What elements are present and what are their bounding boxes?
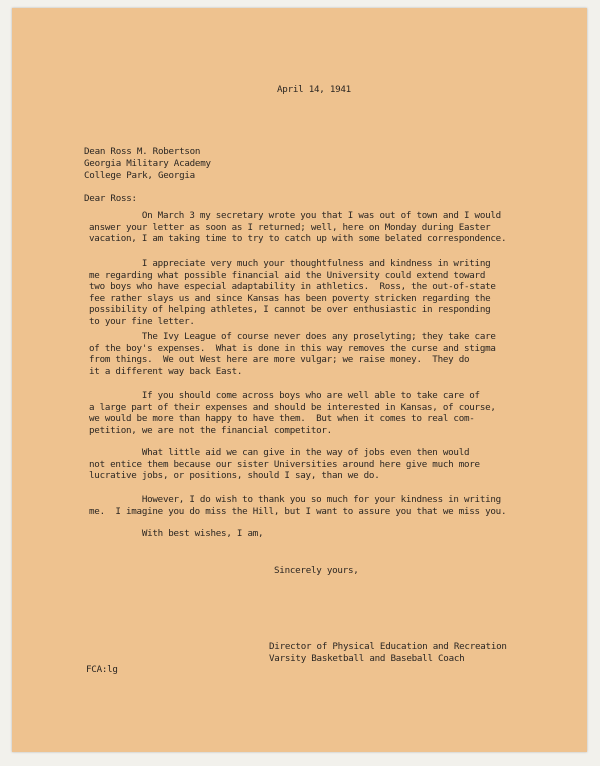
paragraph-line: fee rather slays us and since Kansas has been poverty stricken regarding the: [89, 292, 491, 304]
paragraph-4: [89, 390, 559, 436]
paragraph-line: a large part of their expenses and should be interested in Kansas, of course,: [89, 401, 496, 413]
paragraph-line: to your fine letter.: [89, 315, 195, 327]
paragraph-line: of the boy's expenses. What is done in this way removes the curse and stigma: [89, 342, 496, 354]
paragraph-line: two boys who have especial adaptability in athletics. Ross, the out-of-state: [89, 281, 496, 293]
paragraph-5: [89, 447, 559, 482]
paragraph-line: not entice them because our sister Universities around here give much more: [89, 458, 480, 470]
typist-initials: FCA:lg: [86, 664, 118, 675]
recipient-location: College Park, Georgia: [84, 170, 195, 181]
paragraph-line: If you should come across boys who are well able to take care of: [89, 390, 480, 401]
paragraph-line: vacation, I am taking time to try to catch up with some belated correspondence.: [89, 233, 507, 245]
signature-title-line-2: Varsity Basketball and Baseball Coach: [269, 653, 465, 664]
paragraph-line: answer your letter as soon as I returned; well, here on Monday during Easter: [89, 221, 491, 233]
paragraph-line: from things. We out West here are more vulgar; we raise money. They do: [89, 354, 470, 366]
signature-title-line-1: Director of Physical Education and Recreation: [269, 641, 507, 652]
closing: Sincerely yours,: [274, 565, 359, 576]
paragraph-1: [89, 210, 559, 245]
paragraph-line: With best wishes, I am,: [89, 528, 264, 539]
paragraph-line: On March 3 my secretary wrote you that I was out of town and I would: [89, 210, 501, 221]
paragraph-line: possibility of helping athletes, I cannot be over enthusiastic in responding: [89, 304, 491, 316]
paragraph-6: [89, 494, 559, 517]
letter-page: [12, 8, 587, 752]
paragraph-line: lucrative jobs, or positions, should I say, than we do.: [89, 470, 380, 482]
paragraph-7: [89, 528, 559, 540]
paragraph-line: it a different way back East.: [89, 365, 243, 377]
recipient-name: Dean Ross M. Robertson: [84, 146, 201, 157]
recipient-organization: Georgia Military Academy: [84, 158, 211, 169]
paragraph-3: [89, 331, 559, 377]
paragraph-line: we would be more than happy to have them. But when it comes to real com-: [89, 413, 475, 425]
letter-date: April 14, 1941: [277, 84, 351, 95]
paragraph-line: I appreciate very much your thoughtfulness and kindness in writing: [89, 258, 491, 269]
paragraph-line: However, I do wish to thank you so much for your kindness in writing: [89, 494, 501, 505]
paragraph-line: me regarding what possible financial aid the University could extend toward: [89, 269, 486, 281]
paragraph-2: [89, 258, 559, 328]
paragraph-line: me. I imagine you do miss the Hill, but I want to assure you that we miss you.: [89, 505, 507, 517]
salutation: Dear Ross:: [84, 193, 137, 204]
paragraph-line: What little aid we can give in the way of jobs even then would: [89, 447, 470, 458]
paragraph-line: The Ivy League of course never does any proselyting; they take care: [89, 331, 496, 342]
paragraph-line: petition, we are not the financial competitor.: [89, 424, 332, 436]
